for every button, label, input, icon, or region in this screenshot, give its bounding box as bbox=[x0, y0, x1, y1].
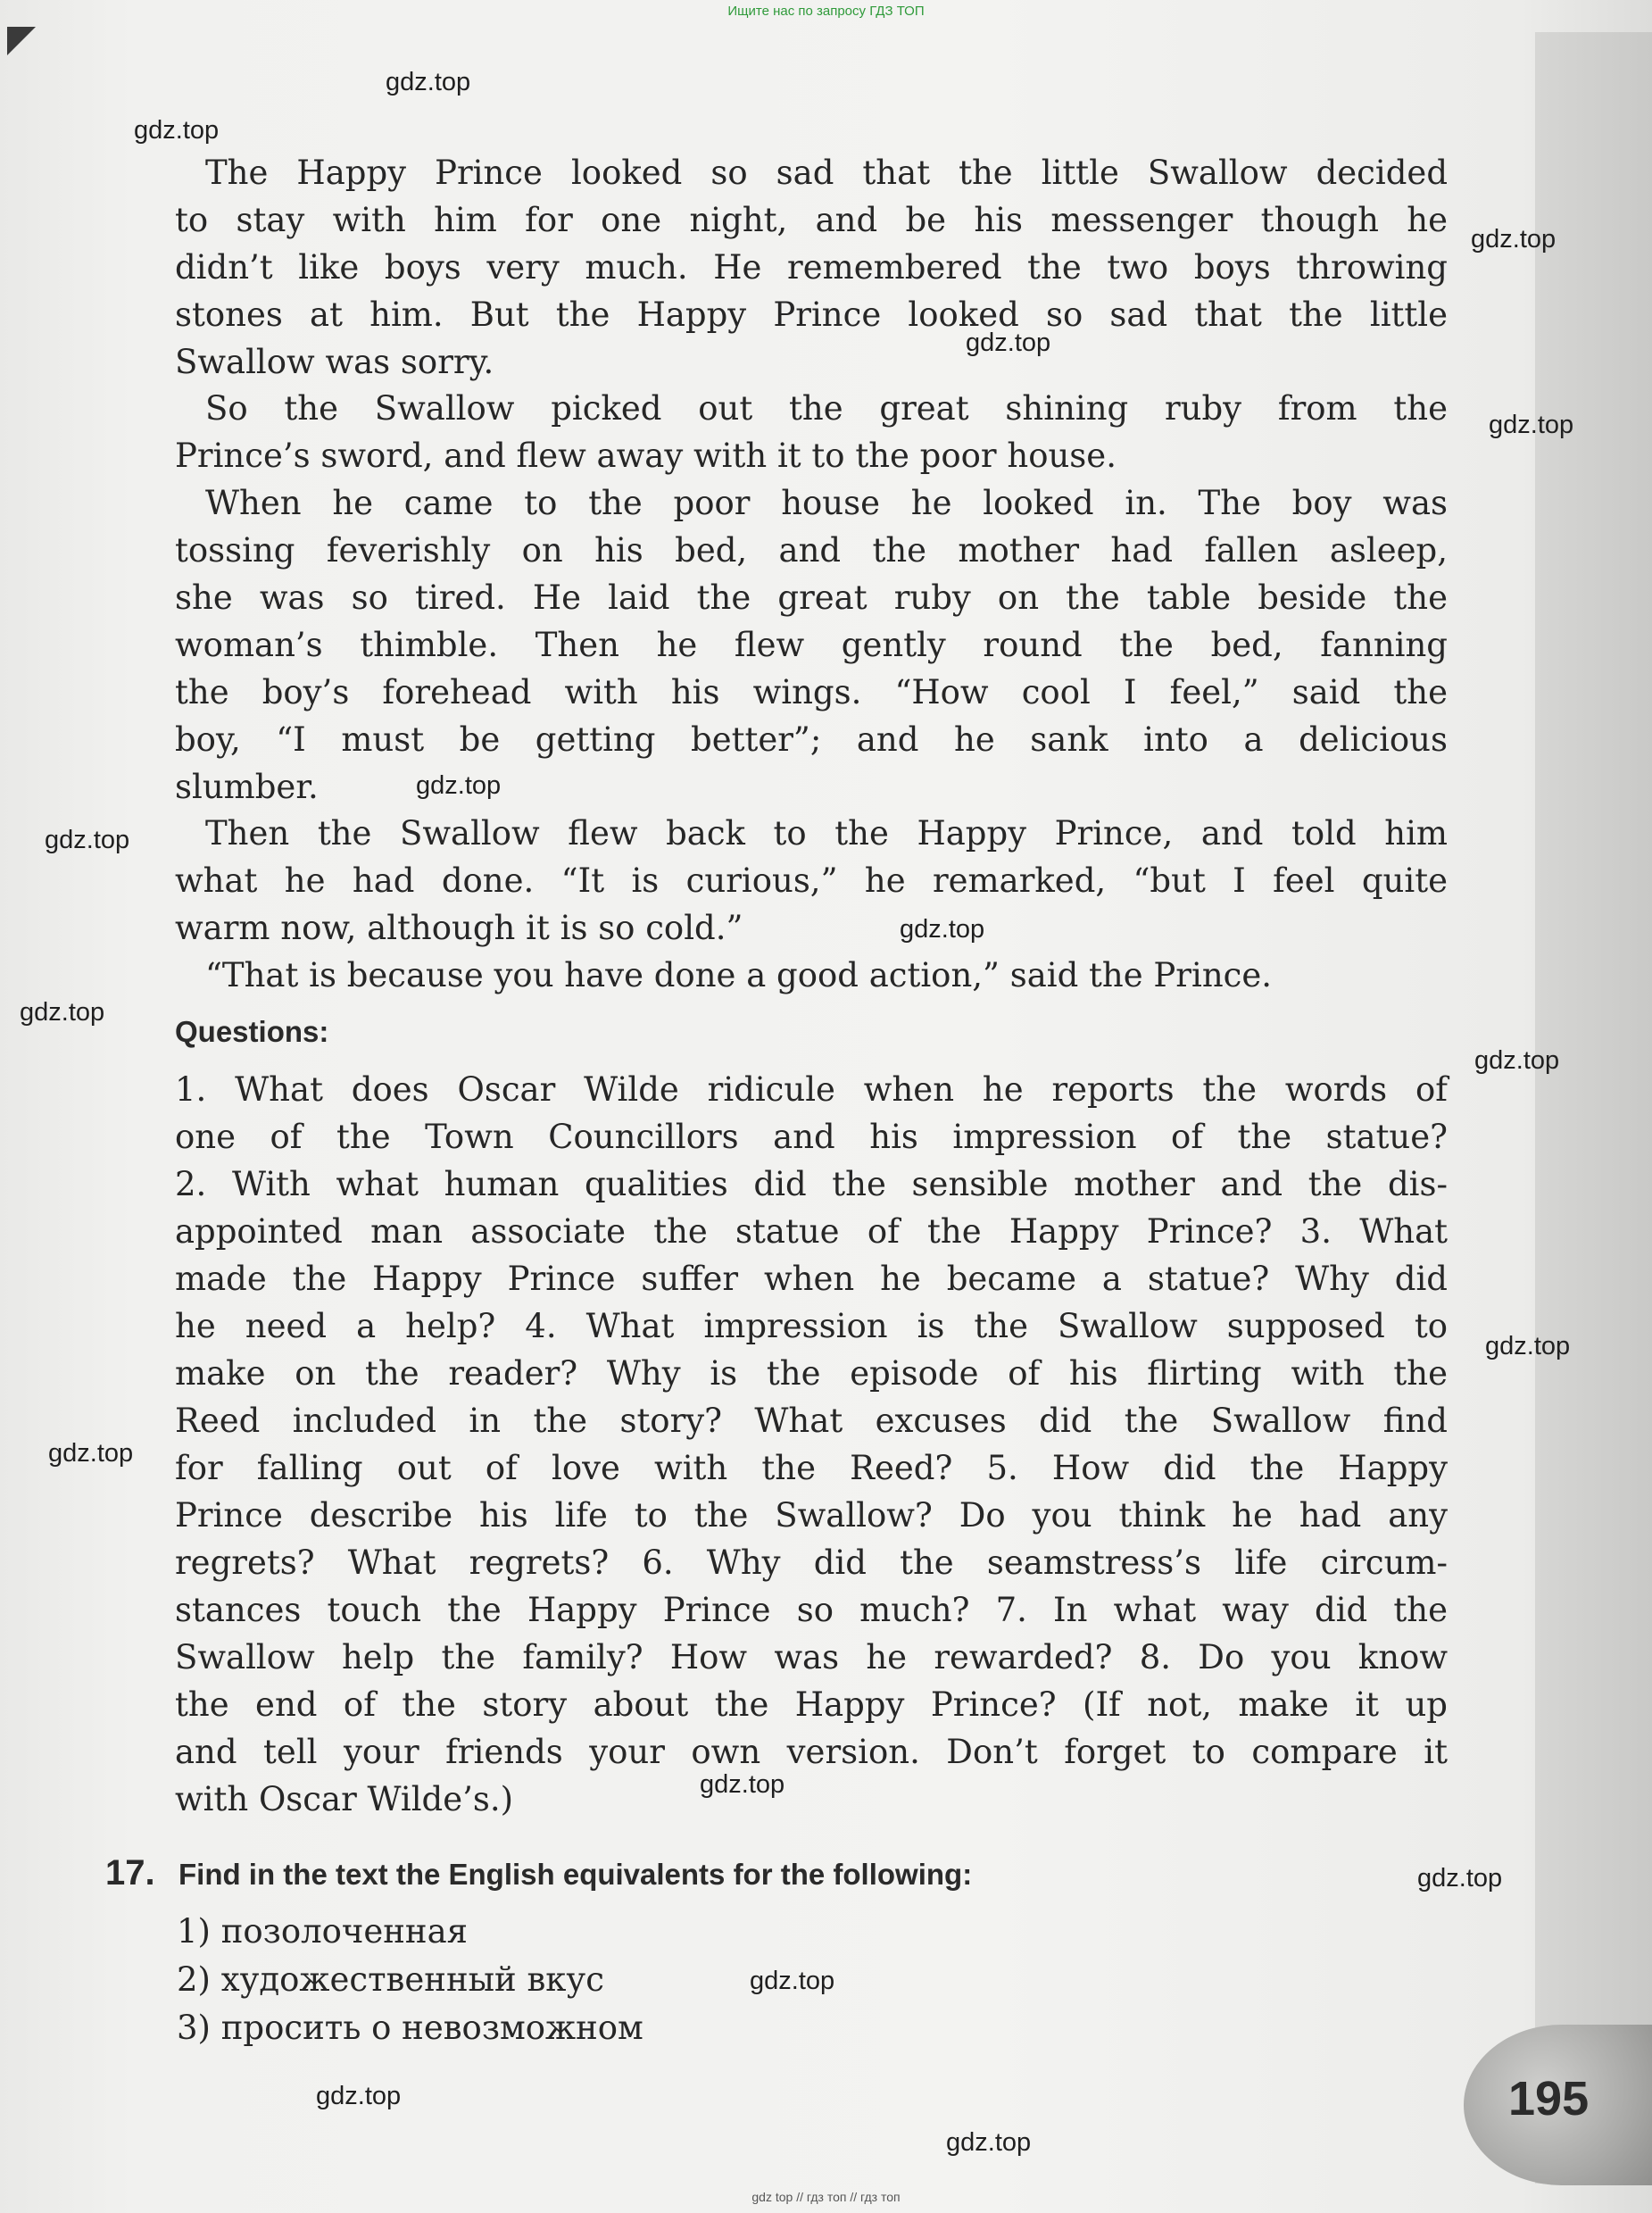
question-line: he need a help? 4. What impression is the Swallow supposed to bbox=[175, 1307, 1448, 1345]
question-line: stances touch the Happy Prince so much? 7. In what way did the bbox=[175, 1591, 1448, 1629]
watermark: gdz.top bbox=[1471, 225, 1557, 254]
question-line: 2. With what human qualities did the sensible mother and the dis- bbox=[175, 1165, 1448, 1203]
watermark: gdz.top bbox=[700, 1770, 785, 1799]
question-line: Reed included in the story? What excuses did the Swallow find bbox=[175, 1402, 1448, 1440]
watermark: gdz.top bbox=[1417, 1864, 1503, 1893]
story-line: woman’s thimble. Then he flew gently round the bed, fanning bbox=[175, 626, 1448, 664]
top-banner[interactable]: Ищите нас по запросу ГДЗ ТОП bbox=[727, 4, 925, 19]
story-line: didn’t like boys very much. He remembered the two boys throwing bbox=[175, 248, 1448, 287]
watermark: gdz.top bbox=[134, 116, 220, 145]
exercise-instruction: Find in the text the English equivalents for the following: bbox=[178, 1858, 973, 1891]
question-line: Swallow help the family? How was he rewarded? 8. Do you know bbox=[175, 1638, 1448, 1676]
exercise-item: 2) художественный вкус bbox=[177, 1960, 604, 1999]
questions-heading: Questions: bbox=[175, 1015, 329, 1048]
watermark: gdz.top bbox=[1485, 1332, 1571, 1360]
watermark: gdz.top bbox=[48, 1439, 134, 1468]
story-line: to stay with him for one night, and be his messenger though he bbox=[175, 201, 1448, 239]
story-line: boy, “I must be getting better”; and he sank into a delicious bbox=[175, 720, 1448, 759]
watermark: gdz.top bbox=[966, 329, 1051, 357]
story-line: Then the Swallow flew back to the Happy Prince, and told him bbox=[205, 814, 1448, 853]
story-line: she was so tired. He laid the great ruby on the table beside the bbox=[175, 578, 1448, 617]
question-line: 1. What does Oscar Wilde ridicule when he reports the words of bbox=[175, 1070, 1448, 1109]
story-line: slumber. bbox=[175, 768, 319, 806]
page-corner-mark bbox=[7, 27, 36, 55]
exercise-item: 1) позолоченная bbox=[177, 1912, 468, 1951]
question-line: Prince describe his life to the Swallow? Do you think he had any bbox=[175, 1496, 1448, 1535]
watermark: gdz.top bbox=[900, 915, 985, 944]
story-line: Prince’s sword, and flew away with it to the poor house. bbox=[175, 437, 1117, 475]
story-line: the boy’s forehead with his wings. “How cool I feel,” said the bbox=[175, 673, 1448, 711]
story-line: The Happy Prince looked so sad that the little Swallow decided bbox=[205, 154, 1448, 192]
story-line: what he had done. “It is curious,” he remarked, “but I feel quite bbox=[175, 861, 1448, 900]
story-line: tossing feverishly on his bed, and the mother had fallen asleep, bbox=[175, 531, 1448, 570]
watermark: gdz.top bbox=[416, 771, 502, 800]
story-line: stones at him. But the Happy Prince looked so sad that the little bbox=[175, 295, 1448, 334]
story-line: Swallow was sorry. bbox=[175, 343, 494, 381]
question-line: the end of the story about the Happy Prince? (If not, make it up bbox=[175, 1685, 1448, 1724]
watermark: gdz.top bbox=[386, 68, 471, 96]
story-line: warm now, although it is so cold.” bbox=[175, 909, 743, 947]
question-line: made the Happy Prince suffer when he became a statue? Why did bbox=[175, 1260, 1448, 1298]
question-line: and tell your friends your own version. Don’t forget to compare it bbox=[175, 1733, 1448, 1771]
question-line: one of the Town Councillors and his impression of the statue? bbox=[175, 1118, 1448, 1156]
story-line: “That is because you have done a good action,” said the Prince. bbox=[205, 956, 1273, 994]
question-line: with Oscar Wilde’s.) bbox=[175, 1780, 514, 1818]
watermark: gdz.top bbox=[45, 826, 130, 854]
watermark: gdz.top bbox=[20, 998, 105, 1027]
question-line: appointed man associate the statue of the Happy Prince? 3. What bbox=[175, 1212, 1448, 1251]
page-edge-shadow bbox=[1535, 32, 1652, 2184]
exercise-number: 17. bbox=[105, 1853, 155, 1893]
watermark: gdz.top bbox=[1489, 411, 1574, 439]
watermark: gdz.top bbox=[946, 2128, 1032, 2157]
story-line: So the Swallow picked out the great shining ruby from the bbox=[205, 389, 1448, 428]
question-line: for falling out of love with the Reed? 5. How did the Happy bbox=[175, 1449, 1448, 1487]
watermark: gdz.top bbox=[750, 1967, 835, 1995]
bottom-banner[interactable]: gdz top // гдз топ // гдз топ bbox=[751, 2190, 901, 2204]
story-line: When he came to the poor house he looked in. The boy was bbox=[205, 484, 1448, 522]
question-line: regrets? What regrets? 6. Why did the seamstress’s life circum- bbox=[175, 1543, 1448, 1582]
page-number: 195 bbox=[1508, 2072, 1590, 2126]
question-line: make on the reader? Why is the episode of his flirting with the bbox=[175, 1354, 1448, 1393]
watermark: gdz.top bbox=[1474, 1046, 1560, 1075]
watermark: gdz.top bbox=[316, 2082, 402, 2110]
exercise-item: 3) просить о невозможном bbox=[177, 2009, 643, 2047]
